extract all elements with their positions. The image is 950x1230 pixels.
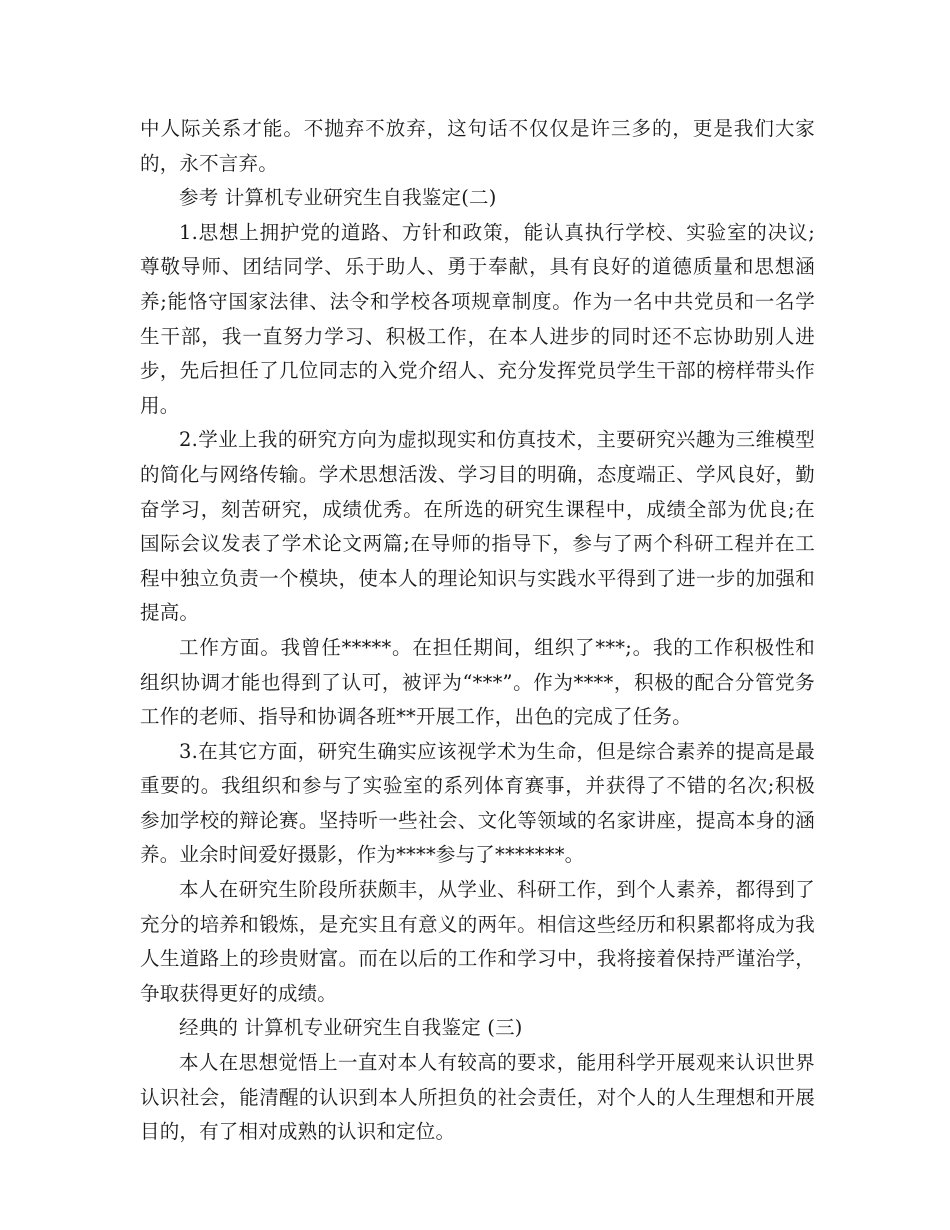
paragraph-academics: 2.学业上我的研究方向为虚拟现实和仿真技术，主要研究兴趣为三维模型的简化与网络传输。学术思想活泼、学习目的明确，态度端正、学风良好，勤奋学习，刻苦研究，成绩优秀。在所选的研究生课程中，成绩全部为优良;在国际会议发表了学术论文两篇;在导师的指导下，参与了两个科研工程并在工程中独立负责一个模块，使本人的理论知识与实践水平得到了进一步的加强和提高。 (140, 428, 815, 625)
paragraph-work: 工作方面。我曾任*****。在担任期间，组织了***;。我的工作积极性和组织协调才能也得到了认可，被评为“***”。作为****，积极的配合分管党务工作的老师、指导和协调各班**开展工作，出色的完成了任务。 (140, 635, 815, 729)
paragraph-summary: 本人在研究生阶段所获颇丰，从学业、科研工作，到个人素养，都得到了充分的培养和锻炼，是充实且有意义的两年。相信这些经历和积累都将成为我人生道路上的珍贵财富。而在以后的工作和学习中，我将接着保持严谨治学，争取获得更好的成绩。 (140, 878, 815, 1005)
section-heading-3: 经典的 计算机专业研究生自我鉴定 (三) (179, 1016, 523, 1040)
paragraph-self-awareness: 本人在思想觉悟上一直对本人有较高的要求，能用科学开展观来认识世界认识社会，能清醒的认识到本人所担负的社会责任，对个人的人生理想和开展目的，有了相对成熟的认识和定位。 (140, 1051, 815, 1144)
document-body (140, 112, 815, 1150)
paragraph-continuation: 中人际关系才能。不抛弃不放弃，这句话不仅仅是许三多的，更是我们大家的，永不言弃。 (140, 117, 815, 175)
paragraph-other-aspects: 3.在其它方面，研究生确实应该视学术为生命，但是综合素养的提高是最重要的。我组织和参与了实验室的系列体育赛事，并获得了不错的名次;积极参加学校的辩论赛。坚持听一些社会、文化等领域的名家讲座，提高本身的涵养。业余时间爱好摄影，作为****参与了*******。 (140, 739, 815, 867)
paragraph-ideology: 1.思想上拥护党的道路、方针和政策，能认真执行学校、实验室的决议;尊敬导师、团结同学、乐于助人、勇于奉献，具有良好的道德质量和思想涵养;能恪守国家法律、法令和学校各项规章制度。作为一名中共党员和一名学生干部，我一直努力学习、积极工作，在本人进步的同时还不忘协助别人进步，先后担任了几位同志的入党介绍人、充分发挥党员学生干部的榜样带头作用。 (140, 220, 815, 417)
section-heading-2: 参考 计算机专业研究生自我鉴定(二) (179, 186, 497, 210)
